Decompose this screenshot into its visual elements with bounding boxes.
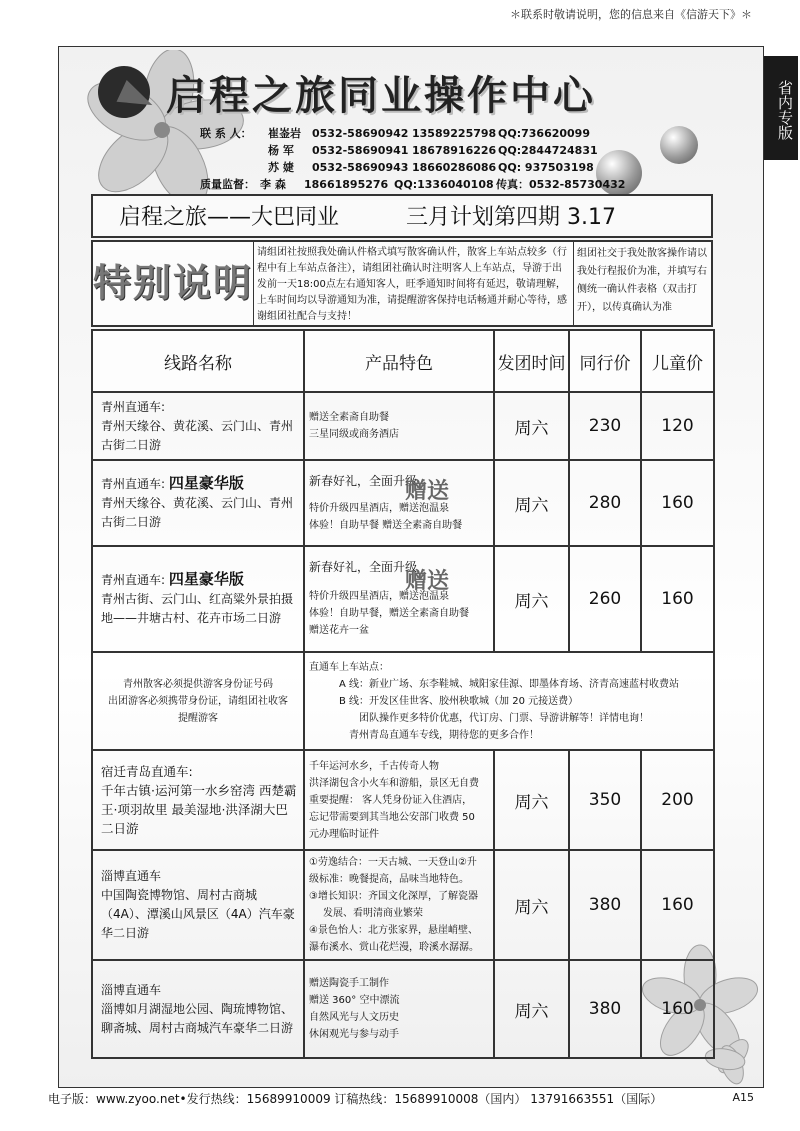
child-price: 200: [641, 750, 714, 850]
table-row: [92, 460, 714, 546]
column-header: 同行价: [569, 330, 641, 392]
notice-text: 请组团社按照我处确认件格式填写散客确认件，散客上车站点较多（行程中有上车站点备注），请组团社确认时注明客人上车站点，导游于出发前一天18:00点左右通知客人，旺季通知时间将有延迟，敬请理解，上车时间均以导游通知为准，请提醒游客保持电话畅通并耐心等待，感谢组团社配合与支持！: [257, 247, 567, 322]
page-number: A15: [732, 1091, 754, 1104]
notice-side-text: 组团社交于我处散客操作请以我处行程报价为准，并填写右侧统一确认件表格（双击打开），以传真确认为准: [573, 242, 711, 325]
trade-price: 380: [569, 850, 641, 960]
route-features: 赠送陶瓷手工制作 赠送 360° 空中漂流 自然风光与人文历史 休闲观光与参与动手: [304, 960, 494, 1058]
route-name: 淄博直通车 中国陶瓷博物馆、周村古商城（4A）、潭溪山风景区（4A）汽车豪华二日游: [92, 850, 304, 960]
trade-price: 260: [569, 546, 641, 652]
column-header: 发团时间: [494, 330, 569, 392]
page-title: [91, 194, 713, 238]
departure-day: 周六: [494, 750, 569, 850]
source-note: ＊联系时敬请说明，您的信息来自《信游天下》＊: [510, 8, 752, 21]
trade-price: 230: [569, 392, 641, 460]
route-name: 青州直通车: 四星豪华版 青州古街、云门山、红高粱外景拍摄地——井塘古村、花卉市场二日游: [92, 546, 304, 652]
route-features: ①劳逸结合：一天古城、一天登山②升 级标准：晚餐提高，品味当地特色。 ③增长知识：齐国文化深厚，了解瓷器 发展、看明清商业繁荣 ④景色怡人：北方张家界，悬崖峭壁、 瀑布溪水、赏山花烂漫，聆溪水潺潺。: [304, 850, 494, 960]
contact-line: 质量监督： 李 森 18661895276 QQ:1336040108 传真：0532-85730432: [200, 178, 626, 191]
route-name: 青州直通车: 四星豪华版 青州天缘谷、黄花溪、云门山、青州古街二日游: [92, 460, 304, 546]
trade-price: 350: [569, 750, 641, 850]
departure-day: 周六: [494, 392, 569, 460]
child-price: 160: [641, 546, 714, 652]
route-name: 宿迁青岛直通车: 千年古镇·运河第一水乡窑湾 西楚霸王·项羽故里 最美湿地·洪泽湖大巴二日游: [92, 750, 304, 850]
info-row: [92, 652, 714, 750]
footer: [48, 1090, 758, 1107]
contact-line: 联 系 人： 崔崟岩 0532-58690942 13589225798 QQ:736620099: [200, 127, 590, 140]
table-row: [92, 750, 714, 850]
pickup-stations: 直通车上车站点： A 线：新业广场、东李鞋城、城阳家佳源、即墨体育场、济青高速蓝村收费站 B 线：开发区佳世客、胶州秧歌城（加 20 元接送费） 团队操作更多特价优惠，代订房、门票、导游讲解等！详情电询！ 青州青岛直通车专线，期待您的更多合作！: [304, 652, 714, 750]
title-right: 三月计划第四期 3.17: [406, 205, 616, 230]
footer-contact: 电子版：www.zyoo.net•发行热线：15689910009 订稿热线：15689910008（国内） 13791663551（国际）: [48, 1092, 663, 1106]
trade-price: 280: [569, 460, 641, 546]
route-features: 千年运河水乡，千古传奇人物 洪泽湖包含小火车和游船，景区无自费 重要提醒： 客人凭身份证入住酒店， 忘记带需要到其当地公安部门收费 50 元办理临时证件: [304, 750, 494, 850]
child-price: 160: [641, 960, 714, 1058]
route-features: 赠送全素斋自助餐 三星同级或商务酒店: [304, 392, 494, 460]
gift-stamp: 赠送: [405, 478, 450, 504]
special-notice: [91, 240, 713, 327]
column-header: 儿童价: [641, 330, 714, 392]
route-table: [91, 329, 715, 1059]
section-tab: 省内专版: [764, 56, 798, 160]
route-features: 新春好礼，全面升级 赠送 特价升级四星酒店，赠送泡温泉 体验！自助早餐，赠送全素斋自助餐 赠送花卉一盆: [304, 546, 494, 652]
departure-day: 周六: [494, 850, 569, 960]
contact-line: 杨 军 0532-58690941 18678916226 QQ:2844724831: [268, 144, 598, 157]
id-requirement: 青州散客必须提供游客身份证号码 出团游客必须携带身份证，请组团社收客 提醒游客: [92, 652, 304, 750]
route-features: 新春好礼，全面升级 赠送 特价升级四星酒店，赠送泡温泉 体验！自助早餐 赠送全素斋自助餐: [304, 460, 494, 546]
table-row: [92, 392, 714, 460]
table-header-row: [92, 330, 714, 392]
table-row: [92, 960, 714, 1058]
child-price: 160: [641, 850, 714, 960]
route-name: 青州直通车: 青州天缘谷、黄花溪、云门山、青州古街二日游: [92, 392, 304, 460]
title-left: 启程之旅——大巴同业: [119, 205, 340, 230]
departure-day: 周六: [494, 460, 569, 546]
notice-label: 特别说明: [93, 242, 254, 325]
child-price: 120: [641, 392, 714, 460]
departure-day: 周六: [494, 960, 569, 1058]
column-header: 线路名称: [92, 330, 304, 392]
column-header: 产品特色: [304, 330, 494, 392]
brand-title: 启程之旅同业操作中心: [166, 72, 596, 119]
trade-price: 380: [569, 960, 641, 1058]
route-name: 淄博直通车 淄博如月湖湿地公园、陶琉博物馆、聊斋城、周村古商城汽车豪华二日游: [92, 960, 304, 1058]
table-row: [92, 546, 714, 652]
gift-stamp: 赠送: [405, 568, 450, 594]
contact-line: 苏 婕 0532-58690943 18660286086 QQ: 937503198: [268, 161, 594, 174]
child-price: 160: [641, 460, 714, 546]
departure-day: 周六: [494, 546, 569, 652]
sphere-decoration: [660, 126, 698, 164]
table-row: [92, 850, 714, 960]
